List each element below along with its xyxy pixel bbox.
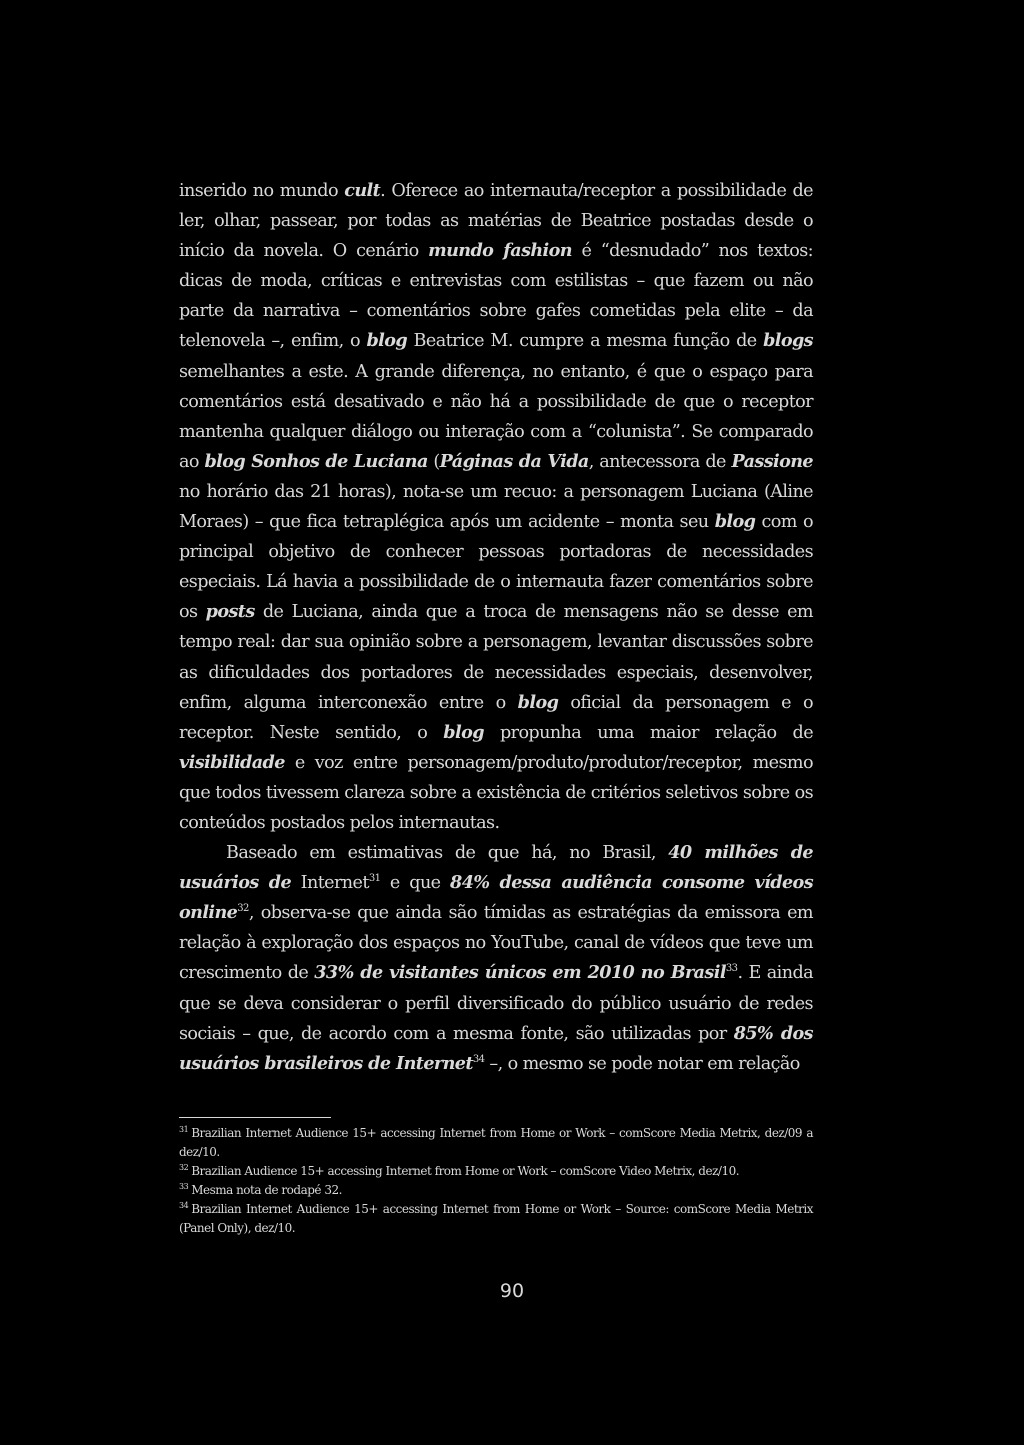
text-run: e voz entre personagem/produto/produtor/receptor, mesmo que todos tivessem clareza sobre a existência de critérios seletivos sobre os conteúdos postados pelos internautas.	[179, 752, 813, 833]
emphasis: blog	[714, 511, 756, 533]
text-run: oficial da personagem e o receptor. Neste sentido, o	[179, 692, 813, 743]
text-run: (	[427, 451, 440, 472]
footnote-text: Brazilian Internet Audience 15+ accessing Internet from Home or Work – Source: comScore Media Metrix (Panel Only), dez/10.	[179, 1202, 813, 1235]
text-run: Beatrice M. cumpre a mesma função de	[407, 331, 764, 352]
emphasis: Passione	[731, 450, 814, 472]
text-run: Baseado em estimativas de que há, no Brasil,	[226, 843, 669, 864]
footnote	[179, 1200, 813, 1238]
footnote	[179, 1124, 813, 1162]
text-run: . E ainda que se deva considerar o perfil diversificado do público usuário de redes sociais – que, de acordo com a mesma fonte, são utilizadas por	[179, 963, 813, 1044]
text-run: semelhantes a este. A grande diferença, no entanto, é que o espaço para comentários está desativado e não há a possibilidade de que o receptor mantenha qualquer diálogo ou interação com a “colunista”. Se comparado ao	[179, 361, 813, 472]
emphasis: 85% dos usuários brasileiros de Internet	[179, 1022, 813, 1074]
emphasis: blog	[366, 330, 408, 352]
emphasis: blogs	[763, 330, 813, 352]
text-run: . Oferece ao internauta/receptor a possibilidade de ler, olhar, passear, por todas as matérias de Beatrice postadas desde o início da novela. O cenário	[179, 181, 813, 262]
text-run: , antecessora de	[588, 451, 732, 472]
paragraph-1	[179, 176, 813, 838]
body-text	[179, 176, 813, 1079]
footnote-number: 31	[179, 1125, 189, 1134]
emphasis: posts	[205, 601, 255, 623]
footnote-ref[interactable]: 32	[237, 903, 249, 915]
emphasis: 33% de visitantes únicos em 2010 no Brasil	[314, 962, 726, 984]
footnote-ref[interactable]: 31	[368, 873, 381, 885]
text-run: de Luciana, ainda que a troca de mensagens não se desse em tempo real: dar sua opinião sobre a personagem, levantar discussões sobre as dificuldades dos portadores de necessidades especiais, desenvolver, enfim, alguma interconexão entre o	[179, 602, 814, 713]
paragraph-2	[179, 838, 813, 1079]
footnote-number: 33	[179, 1182, 189, 1191]
emphasis: mundo fashion	[428, 240, 572, 262]
footnote-ref[interactable]: 33	[725, 963, 738, 975]
emphasis: visibilidade	[179, 751, 285, 773]
text-run: no horário das 21 horas), nota-se um recuo: a personagem Luciana (Aline Moraes) – que fica tetraplégica após um acidente – monta seu	[179, 481, 813, 533]
page-body	[179, 176, 813, 1079]
footnote-text: Brazilian Audience 15+ accessing Internet from Home or Work – comScore Video Metrix, dez/10.	[191, 1164, 740, 1178]
emphasis: blog	[517, 691, 559, 713]
footnote-text: Mesma nota de rodapé 32.	[191, 1183, 342, 1197]
page-number: 90	[499, 1280, 525, 1302]
text-run: –, o mesmo se pode notar em relação	[484, 1053, 800, 1074]
footnote	[179, 1181, 813, 1200]
emphasis: Páginas da Vida	[439, 450, 589, 472]
text-run: com o principal objetivo de conhecer pessoas portadoras de necessidades especiais. Lá havia a possibilidade de o internauta fazer comentários sobre os	[179, 512, 814, 623]
footnote-divider	[179, 1117, 331, 1118]
footnote-text: Brazilian Internet Audience 15+ accessing Internet from Home or Work – comScore Media Metrix, dez/09 a dez/10.	[179, 1126, 813, 1159]
text-run: Internet	[291, 873, 369, 894]
footnote-number: 32	[179, 1163, 189, 1172]
emphasis: blog	[443, 721, 484, 743]
footnotes	[179, 1124, 813, 1238]
text-run: propunha uma maior relação de	[483, 722, 814, 743]
text-run: e que	[380, 873, 451, 894]
text-run: inserido no mundo	[179, 181, 345, 201]
footnote-ref[interactable]: 34	[472, 1053, 485, 1065]
emphasis: 84% dessa audiência consome vídeos online	[179, 872, 813, 924]
text-run: , observa-se que ainda são tímidas as estratégias da emissora em relação à exploração dos espaços no YouTube, canal de vídeos que teve um crescimento de	[179, 903, 813, 984]
emphasis: blog Sonhos de Luciana	[204, 450, 428, 472]
text-run: é “desnudado” nos textos: dicas de moda, críticas e entrevistas com estilistas – que fazem ou não parte da narrativa – comentários sobre gafes cometidas pela elite – da telenovela –, enfim, o	[179, 241, 813, 352]
footnote-number: 34	[179, 1201, 189, 1210]
emphasis: 40 milhões de usuários de	[179, 842, 813, 894]
emphasis: cult	[344, 180, 381, 201]
footnote	[179, 1162, 813, 1181]
